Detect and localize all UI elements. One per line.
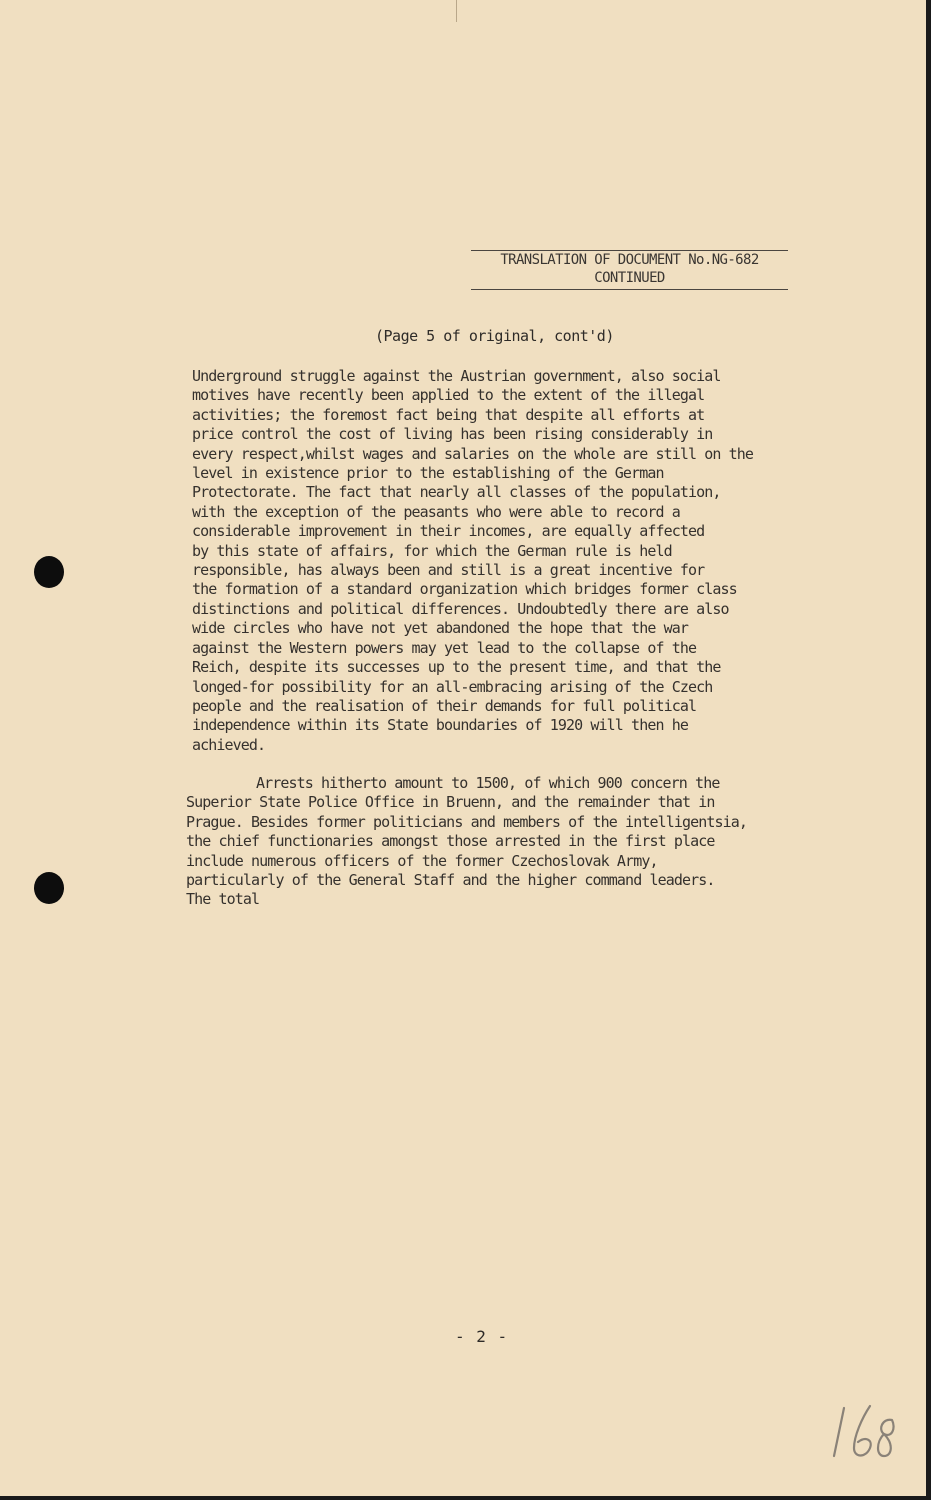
- heading-title: TRANSLATION OF DOCUMENT No.NG-682: [471, 250, 788, 269]
- text-line: distinctions and political differences. Undoubtedly there are also: [192, 599, 729, 618]
- paragraph-1: [192, 367, 862, 755]
- text-line: people and the realisation of their demands for full political: [192, 696, 697, 715]
- text-line: against the Western powers may yet lead to the collapse of the: [192, 638, 697, 657]
- paragraph-2: [186, 774, 856, 910]
- text-line: responsible, has always been and still is a great incentive for: [192, 561, 705, 580]
- text-line: Arrests hitherto amount to 1500, of which 900 concern the: [256, 774, 720, 792]
- text-line: independence within its State boundaries of 1920 will then he: [192, 716, 688, 735]
- document-heading: [471, 250, 788, 290]
- punch-hole: [34, 872, 64, 904]
- text-line: the chief functionaries amongst those arrested in the first place: [186, 832, 715, 851]
- heading-continued: CONTINUED: [471, 269, 788, 290]
- text-line: motives have recently been applied to the extent of the illegal: [192, 386, 705, 405]
- text-line: by this state of affairs, for which the German rule is held: [192, 541, 672, 560]
- text-line: the formation of a standard organization which bridges former class: [192, 580, 737, 599]
- text-line: level in existence prior to the establishing of the German: [192, 464, 664, 483]
- text-line: Underground struggle against the Austrian government, also social: [192, 367, 721, 385]
- text-line: considerable improvement in their incomes, are equally affected: [192, 522, 705, 541]
- text-line: every respect,whilst wages and salaries on the whole are still on the: [192, 444, 754, 463]
- text-line: Superior State Police Office in Bruenn, and the remainder that in: [186, 793, 715, 812]
- punch-hole: [34, 556, 64, 588]
- page-reference: (Page 5 of original, cont'd): [375, 327, 614, 345]
- text-line: price control the cost of living has been rising considerably in: [192, 425, 713, 444]
- text-line: include numerous officers of the former Czechoslovak Army,: [186, 851, 658, 870]
- text-line: longed-for possibility for an all-embracing arising of the Czech: [192, 677, 713, 696]
- text-line: Prague. Besides former politicians and members of the intelligentsia,: [186, 812, 748, 831]
- fold-mark: [456, 0, 457, 22]
- text-line: Protectorate. The fact that nearly all classes of the population,: [192, 483, 721, 502]
- text-line: wide circles who have not yet abandoned the hope that the war: [192, 619, 688, 638]
- text-line: particularly of the General Staff and the higher command leaders.: [186, 871, 715, 890]
- text-line: Reich, despite its successes up to the present time, and that the: [192, 658, 721, 677]
- page-number: - 2 -: [455, 1327, 509, 1346]
- text-line: achieved.: [192, 735, 266, 754]
- text-line: with the exception of the peasants who were able to record a: [192, 502, 680, 521]
- text-line: activities; the foremost fact being that despite all efforts at: [192, 405, 705, 424]
- text-line: The total: [186, 890, 260, 909]
- handwritten-page-number: [826, 1400, 906, 1464]
